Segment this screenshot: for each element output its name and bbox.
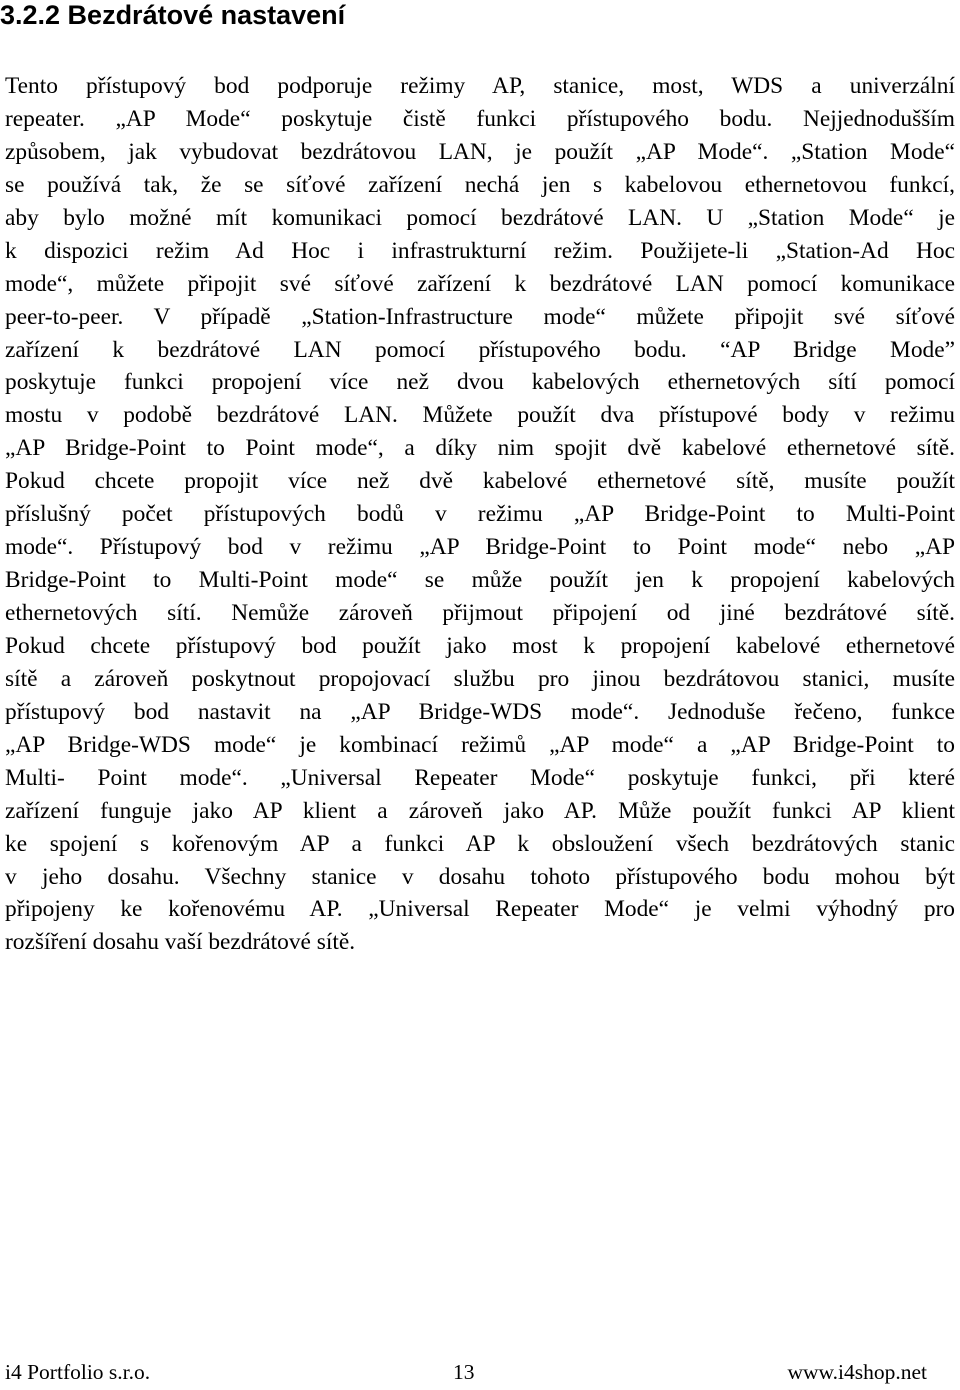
paragraph-line: zařízení funguje jako AP klient a zároveň jako AP. Může použít funkci AP klient [5,797,955,824]
paragraph-line: „AP Bridge-Point to Point mode“, a díky nim spojit dvě kabelové ethernetové sítě. [5,435,955,462]
paragraph-line: ethernetových sítí. Nemůže zároveň přijmout připojení od jiné bezdrátové sítě. [5,600,955,626]
paragraph-line: Bridge-Point to Multi-Point mode“ se může použít jen k propojení kabelových [5,567,955,594]
paragraph-line: přístupový bod nastavit na „AP Bridge-WDS mode“. Jednoduše řečeno, funkce [5,698,955,725]
paragraph-line: repeater. „AP Mode“ poskytuje čistě funkci přístupového bodu. Nejjednodušším [5,105,955,132]
paragraph-line: Tento přístupový bod podporuje režimy AP, stanice, most, WDS a univerzální [5,73,955,99]
paragraph-line: mode“. Přístupový bod v režimu „AP Bridge-Point to Point mode“ nebo „AP [5,534,955,561]
paragraph-line: Pokud chcete přístupový bod použít jako most k propojení kabelové ethernetové [5,632,955,659]
paragraph-line: peer-to-peer. V případě „Station-Infrastructure mode“ můžete připojit své síťové [5,303,955,330]
paragraph-line: se používá tak, že se síťové zařízení nechá jen s kabelovou ethernetovou funkcí, [5,171,955,198]
paragraph-line: ke spojení s kořenovým AP a funkci AP k obsloužení všech bezdrátových stanic [5,830,955,857]
paragraph-line: Pokud chcete propojit více než dvě kabelové ethernetové sítě, musíte použít [5,468,955,495]
footer-website: www.i4shop.net [787,1360,927,1384]
footer-company: i4 Portfolio s.r.o. [5,1360,151,1384]
paragraph-line: Multi- Point mode“. „Universal Repeater Mode“ poskytuje funkci, při které [5,764,955,791]
paragraph-line: rozšíření dosahu vaší bezdrátové sítě. [5,929,356,956]
paragraph-line: mode“, můžete připojit své síťové zařízení k bezdrátové LAN pomocí komunikace [5,270,955,297]
paragraph-line: zařízení k bezdrátové LAN pomocí přístupového bodu. “AP Bridge Mode” [5,336,955,363]
paragraph-line: aby bylo možné mít komunikaci pomocí bezdrátové LAN. U „Station Mode“ je [5,204,955,231]
paragraph-line: připojeny ke kořenovému AP. „Universal Repeater Mode“ je velmi výhodný pro [5,896,955,923]
paragraph-line: sítě a zároveň poskytnout propojovací službu pro jinou bezdrátovou stanici, musíte [5,665,955,692]
section-heading: 3.2.2 Bezdrátové nastavení [0,0,346,30]
paragraph-line: v jeho dosahu. Všechny stanice v dosahu tohoto přístupového bodu mohou být [5,863,955,890]
paragraph-line: „AP Bridge-WDS mode“ je kombinací režimů „AP mode“ a „AP Bridge-Point to [5,731,955,758]
footer-page-number: 13 [453,1360,475,1384]
body-paragraph [5,70,955,959]
paragraph-line: příslušný počet přístupových bodů v režimu „AP Bridge-Point to Multi-Point [5,501,955,528]
page-footer [0,1358,960,1386]
paragraph-line: způsobem, jak vybudovat bezdrátovou LAN, je použít „AP Mode“. „Station Mode“ [5,138,955,165]
paragraph-line: mostu v podobě bezdrátové LAN. Můžete použít dva přístupové body v režimu [5,402,955,429]
paragraph-line: k dispozici režim Ad Hoc i infrastrukturní režim. Použijete-li „Station-Ad Hoc [5,237,955,264]
paragraph-line: poskytuje funkci propojení více než dvou kabelových ethernetových sítí pomocí [5,369,955,396]
